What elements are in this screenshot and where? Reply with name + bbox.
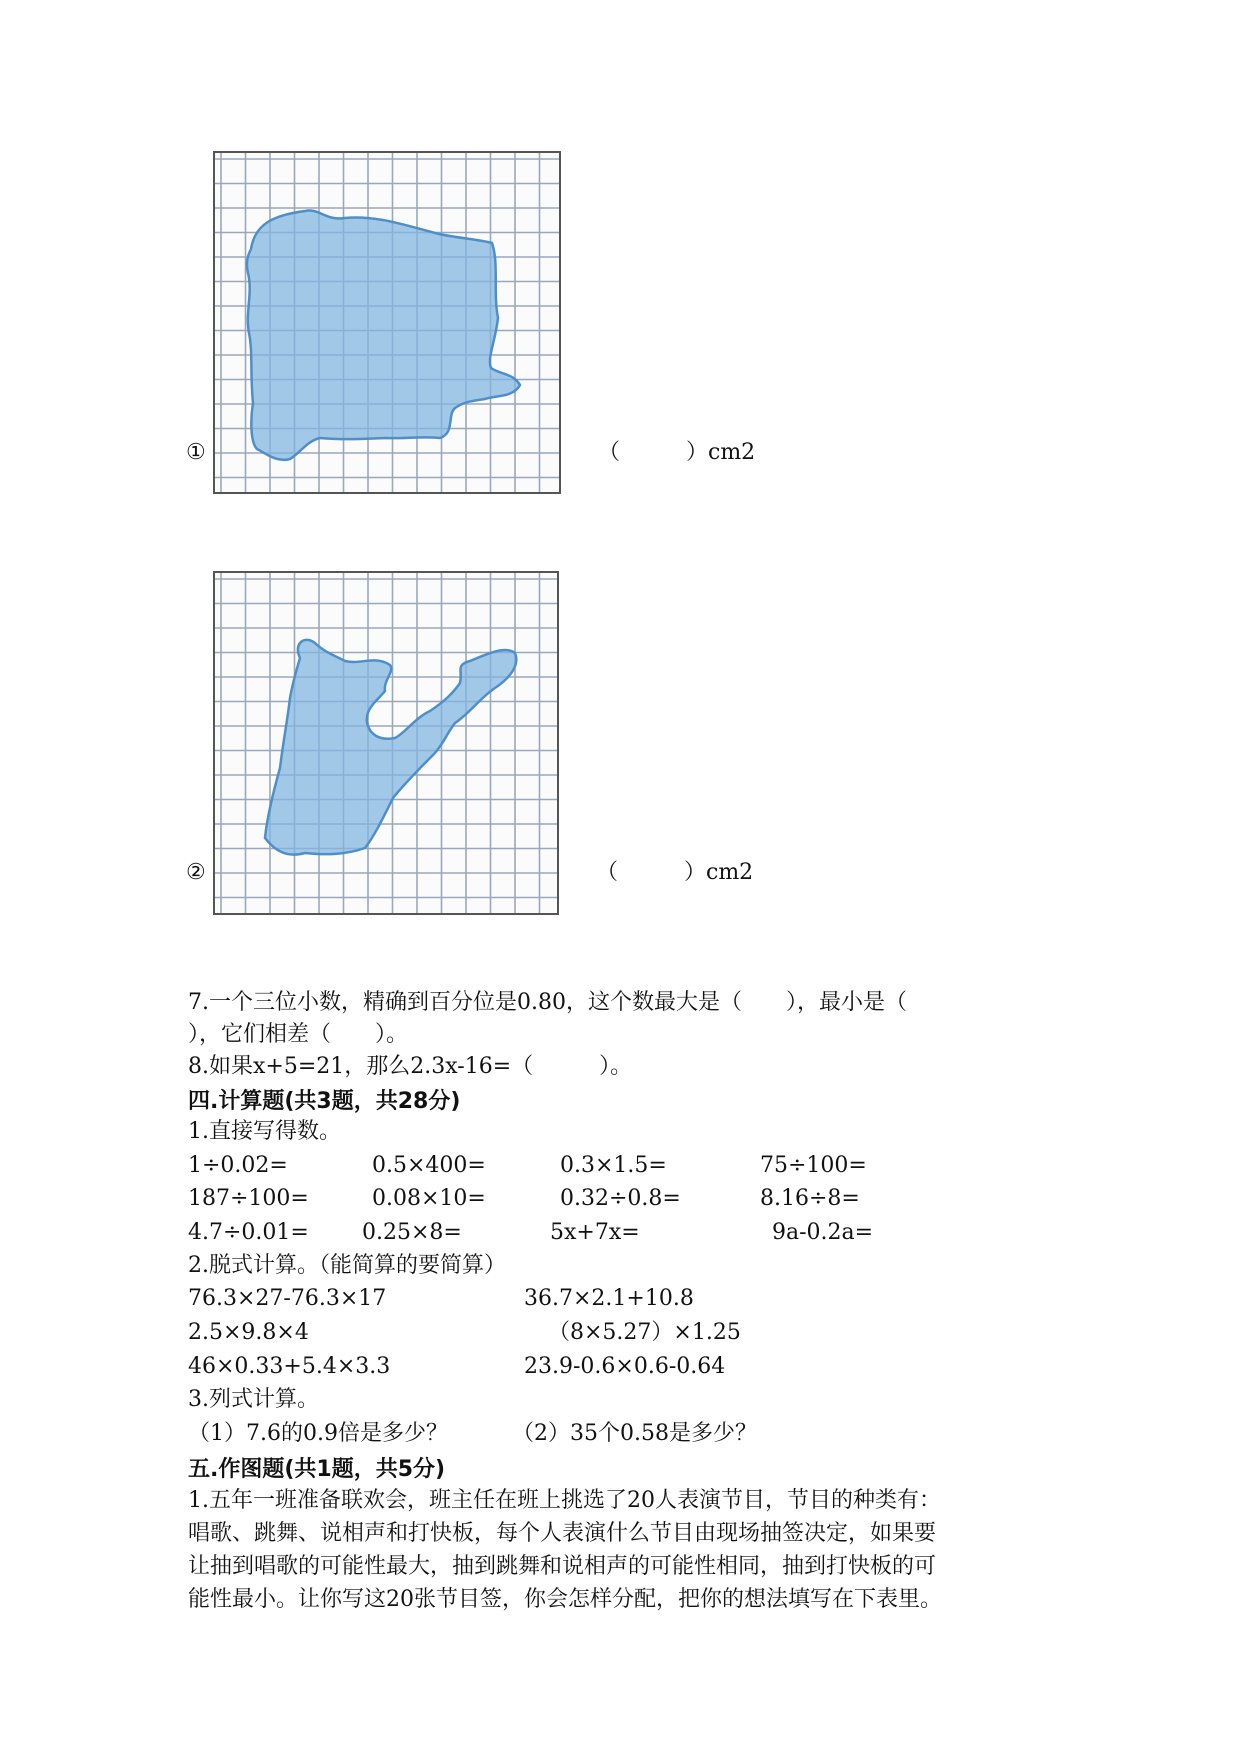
calc-item: 75÷100= <box>760 1153 867 1178</box>
grid-figure-2-svg <box>215 573 557 913</box>
calc-item: 1÷0.02= <box>188 1153 288 1178</box>
section-4-q2-title: 2.脱式计算。（能简算的要简算） <box>188 1253 506 1278</box>
question-8: 8.如果x+5=21，那么2.3x-16=（ ）。 <box>188 1054 633 1079</box>
section-5-line: 唱歌、跳舞、说相声和打快板，每个人表演什么节目由现场抽签决定，如果要 <box>188 1521 937 1546</box>
calc-item: 8.16÷8= <box>760 1186 860 1211</box>
question-7-line2: ），它们相差（ ）。 <box>188 1022 409 1047</box>
calc-item: （2）35个0.58是多少？ <box>512 1421 757 1446</box>
calc-item: 0.25×8= <box>362 1220 462 1245</box>
calc-item: 4.7÷0.01= <box>188 1220 309 1245</box>
section-5-line: 能性最小。让你写这20张节目签，你会怎样分配，把你的想法填写在下表里。 <box>188 1587 942 1612</box>
figure-2-answer: （ ）cm2 <box>596 860 754 885</box>
calc-item: 0.32÷0.8= <box>560 1186 681 1211</box>
question-7-line1: 7.一个三位小数，精确到百分位是0.80，这个数最大是（ ），最小是（ <box>188 990 907 1015</box>
calc-item: 0.5×400= <box>372 1153 486 1178</box>
figure-2-label: ② <box>186 860 206 885</box>
calc-item: （1）7.6的0.9倍是多少？ <box>188 1421 448 1446</box>
calc-item: 0.08×10= <box>372 1186 486 1211</box>
grid-figure-1 <box>213 151 561 494</box>
section-5-line: 让抽到唱歌的可能性最大，抽到跳舞和说相声的可能性相同，抽到打快板的可 <box>188 1554 937 1579</box>
calc-item: 0.3×1.5= <box>560 1153 667 1178</box>
figure-1-answer: （ ）cm2 <box>598 440 756 465</box>
grid-figure-2 <box>213 571 559 915</box>
calc-item: （8×5.27）×1.25 <box>548 1320 741 1345</box>
figure-1-label: ① <box>186 440 206 465</box>
calc-item: 2.5×9.8×4 <box>188 1320 309 1345</box>
calc-item: 9a-0.2a= <box>772 1220 874 1245</box>
section-4-q1-title: 1.直接写得数。 <box>188 1119 341 1144</box>
calc-item: 187÷100= <box>188 1186 309 1211</box>
calc-item: 76.3×27-76.3×17 <box>188 1286 387 1311</box>
section-5-title: 五.作图题(共1题，共5分) <box>188 1457 446 1482</box>
calc-item: 5x+7x= <box>550 1220 640 1245</box>
section-4-q3-title: 3.列式计算。 <box>188 1387 319 1412</box>
section-5-line: 1.五年一班准备联欢会，班主任在班上挑选了20人表演节目，节目的种类有： <box>188 1488 941 1513</box>
irregular-shape-2 <box>265 640 516 855</box>
section-4-title: 四.计算题(共3题，共28分) <box>188 1089 461 1114</box>
irregular-shape-1 <box>247 211 520 460</box>
calc-item: 36.7×2.1+10.8 <box>524 1286 694 1311</box>
calc-item: 23.9-0.6×0.6-0.64 <box>524 1354 726 1379</box>
grid-figure-1-svg <box>215 153 559 492</box>
calc-item: 46×0.33+5.4×3.3 <box>188 1354 391 1379</box>
